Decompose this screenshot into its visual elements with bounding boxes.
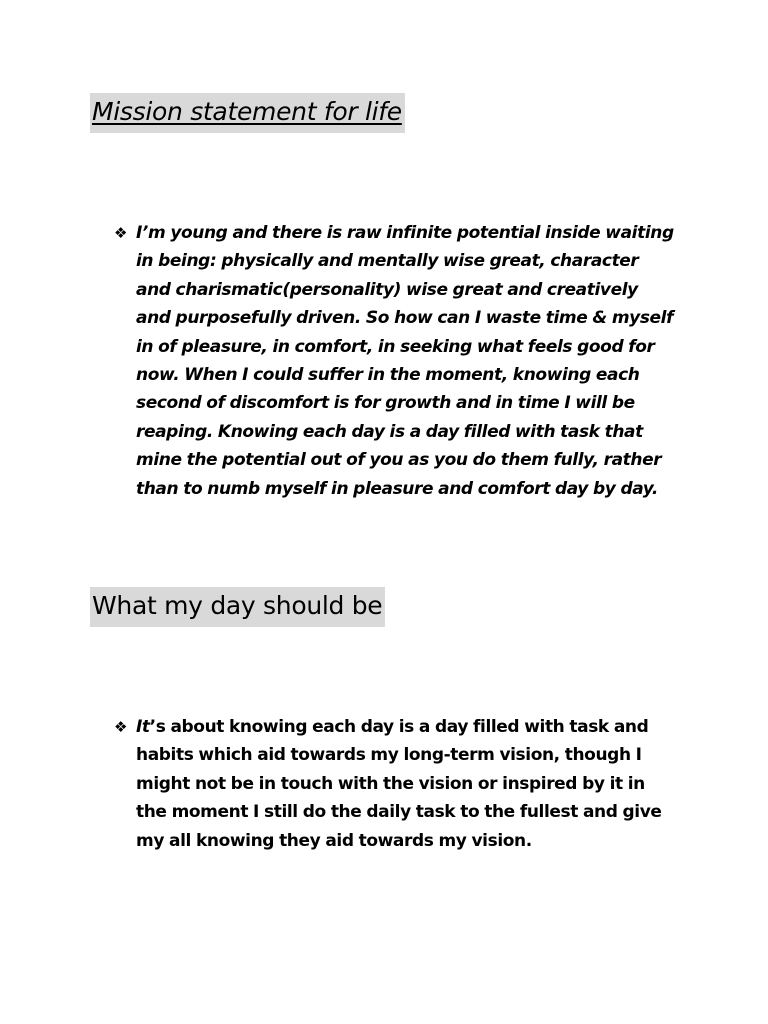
diamond-bullet-icon: ❖ — [114, 224, 128, 242]
daily-plan-text: ’s about knowing each day is a day filled with task and habits which aid towards my long-term vision, though I might not be in touch with the vision or inspired by it in the moment I still do the daily task to the fullest and give my all knowing they aid towards my vision. — [136, 717, 662, 851]
mission-statement-text: I’m young and there is raw infinite potential inside waiting in being: physically and mentally wise great, character and charismatic(personality) wise great and creatively and purposefully driven. So how can I waste time & myself in of pleasure, in comfort, in seeking what feels good for now. When I could suffer in the moment, knowing each second of discomfort is for growth and in time I will be reaping. Knowing each day is a day filled with task that mine the potential out of you as you do them fully, rather than to numb myself in pleasure and comfort day by day. — [136, 223, 674, 499]
mission-statement-heading: Mission statement for life — [90, 93, 405, 133]
diamond-bullet-icon: ❖ — [114, 718, 128, 736]
mission-statement-bullet — [114, 219, 674, 503]
daily-plan-bullet — [114, 713, 674, 855]
daily-plan-lead-word: It — [136, 717, 150, 737]
daily-plan-heading: What my day should be — [90, 587, 385, 627]
daily-plan-paragraph — [136, 713, 674, 855]
